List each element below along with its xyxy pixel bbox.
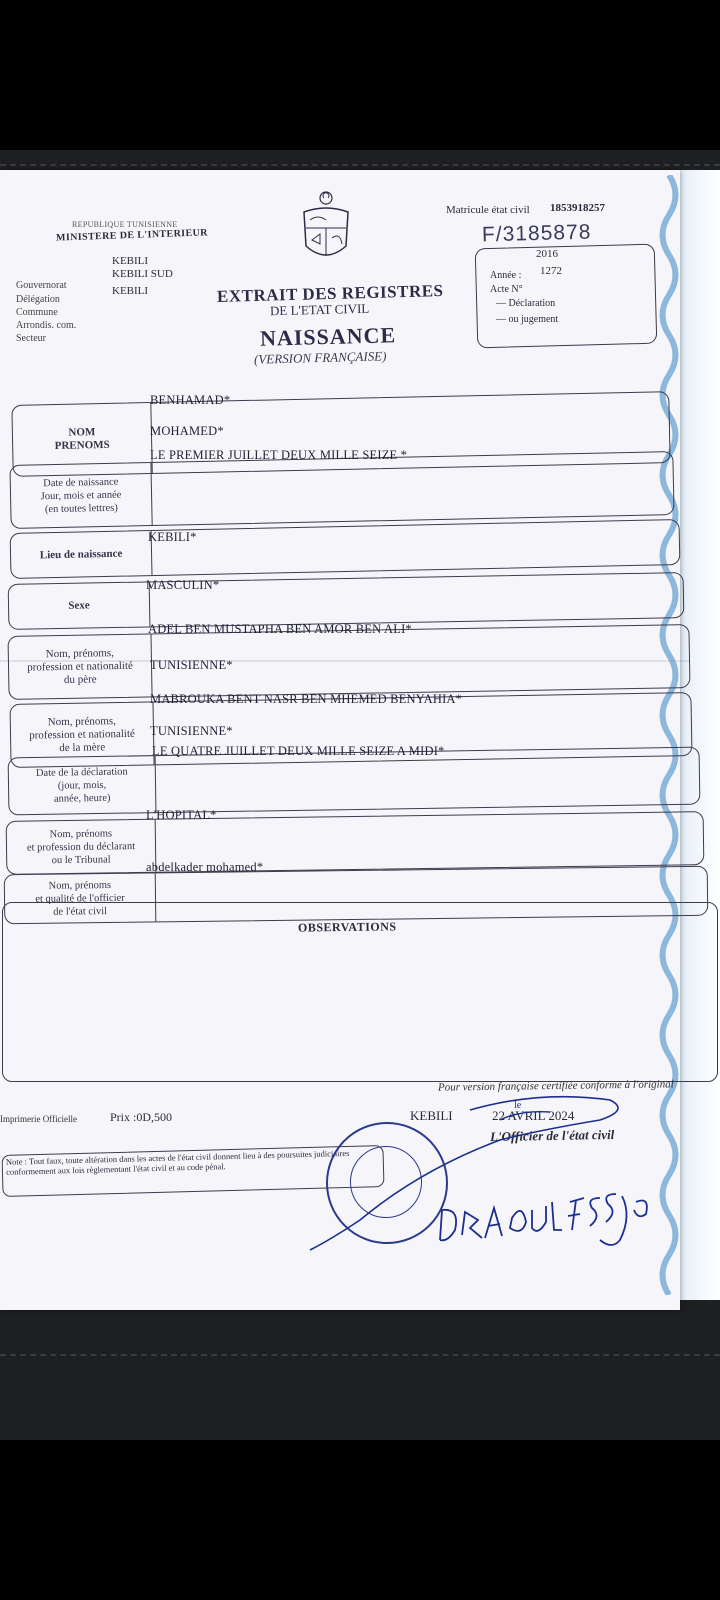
officier-title: L'Officier de l'état civil — [489, 1126, 615, 1145]
folder-stitch-bottom — [0, 1354, 720, 1356]
label-text: Lieu de naissance — [39, 547, 123, 561]
row-label — [10, 463, 152, 528]
field-value-declarant: L'HOPITAL* — [146, 808, 217, 822]
secteur-label: Secteur — [16, 333, 46, 344]
field-value-lieu: KEBILI* — [148, 530, 197, 544]
label-text: Nom, prénoms et profession du déclarant ou le Tribunal — [26, 827, 136, 866]
commune-label: Commune — [16, 307, 58, 318]
field-value-sexe: MASCULIN* — [146, 578, 220, 592]
matricule-label: Matricule état civil — [446, 204, 530, 216]
row-label — [11, 531, 153, 578]
commune-value: KEBILI — [112, 285, 149, 297]
field-value-nom: BENHAMAD* — [150, 393, 231, 407]
document-title: EXTRAIT DES REGISTRES — [216, 281, 444, 306]
coat-of-arms-icon — [296, 188, 356, 268]
label-text: NOM PRENOMS — [54, 426, 110, 452]
issue-date: 22 AVRIL 2024 — [492, 1108, 575, 1123]
field-value-pere-nationalite: TUNISIENNE* — [150, 658, 233, 672]
arrondis-label: Arrondis. com. — [16, 320, 77, 331]
gouvernorat-label: Gouvernorat — [16, 280, 67, 291]
field-value-officier: abdelkader mohamed* — [146, 860, 264, 874]
folder-stitch-top — [0, 164, 720, 166]
label-text: Sexe — [68, 598, 90, 612]
delegation-value: KEBILI SUD — [112, 268, 173, 280]
issue-place: KEBILI — [410, 1108, 453, 1123]
field-value-prenom: MOHAMED* — [150, 424, 224, 438]
acte-value: 1272 — [540, 265, 562, 277]
delegation-label: Délégation — [16, 294, 60, 305]
field-value-pere: ADEL BEN MUSTAPHA BEN AMOR BEN ALI* — [148, 622, 412, 636]
serial-number: F/3185878 — [481, 220, 592, 247]
row-label — [9, 634, 153, 698]
label-text: Date de naissance Jour, mois et année (en toutes lettres) — [40, 476, 122, 515]
field-value-declaration: LE QUATRE JUILLET DEUX MILLE SEIZE A MIDI* — [152, 744, 445, 758]
document-version: (VERSION FRANÇAISE) — [253, 348, 387, 367]
row-declarant — [6, 811, 705, 875]
field-value-mere: MABROUKA BENT NASR BEN MHEMED BENYAHIA* — [150, 692, 463, 706]
label-text: Nom, prénoms et qualité de l'officier de l'état civil — [35, 879, 125, 918]
certification-text: Pour version française certifiée conforme à l'original — [437, 1078, 674, 1094]
reference-box — [475, 244, 658, 349]
document-type: NAISSANCE — [259, 322, 397, 351]
jugement-label: — ou jugement — [496, 314, 559, 325]
imprimerie-label: Imprimerie Officielle — [0, 1114, 78, 1124]
row-label — [9, 756, 157, 814]
label-text: Nom, prénoms, profession et nationalité de la mère — [29, 714, 135, 754]
gouvernorat-value: KEBILI — [112, 255, 149, 267]
annee-label: Année : — [490, 270, 522, 281]
acte-label: Acte N° — [490, 284, 523, 295]
observations-label: OBSERVATIONS — [297, 919, 397, 935]
field-value-mere-nationalite: TUNISIENNE* — [150, 724, 233, 738]
label-text: Nom, prénoms, profession et nationalité du père — [27, 646, 133, 686]
document-subtitle: DE L'ETAT CIVIL — [269, 300, 370, 319]
label-text: Date de la déclaration (jour, mois, année, heure) — [35, 766, 128, 805]
issue-date-annotation: le — [514, 1100, 522, 1111]
row-label — [7, 820, 157, 874]
note-text: Note : Tout faux, toute altération dans les actes de l'état civil donnent lieu à des poursuites judiciaires conformement aux lois règlementant l'état civil et au code pénal. — [5, 1147, 350, 1177]
row-label — [9, 582, 151, 628]
declaration-label: — Déclaration — [496, 298, 556, 309]
ministry-label: MINISTERE DE L'INTERIEUR — [55, 227, 209, 244]
annee-value: 2016 — [536, 248, 558, 260]
prix-label: Prix :0D,500 — [110, 1110, 173, 1124]
signature-drawing — [300, 1090, 660, 1290]
republic-label: REPUBLIQUE TUNISIENNE — [72, 220, 178, 229]
matricule-value: 1853918257 — [550, 202, 605, 214]
field-value-date-naissance: LE PREMIER JUILLET DEUX MILLE SEIZE * — [150, 448, 408, 462]
